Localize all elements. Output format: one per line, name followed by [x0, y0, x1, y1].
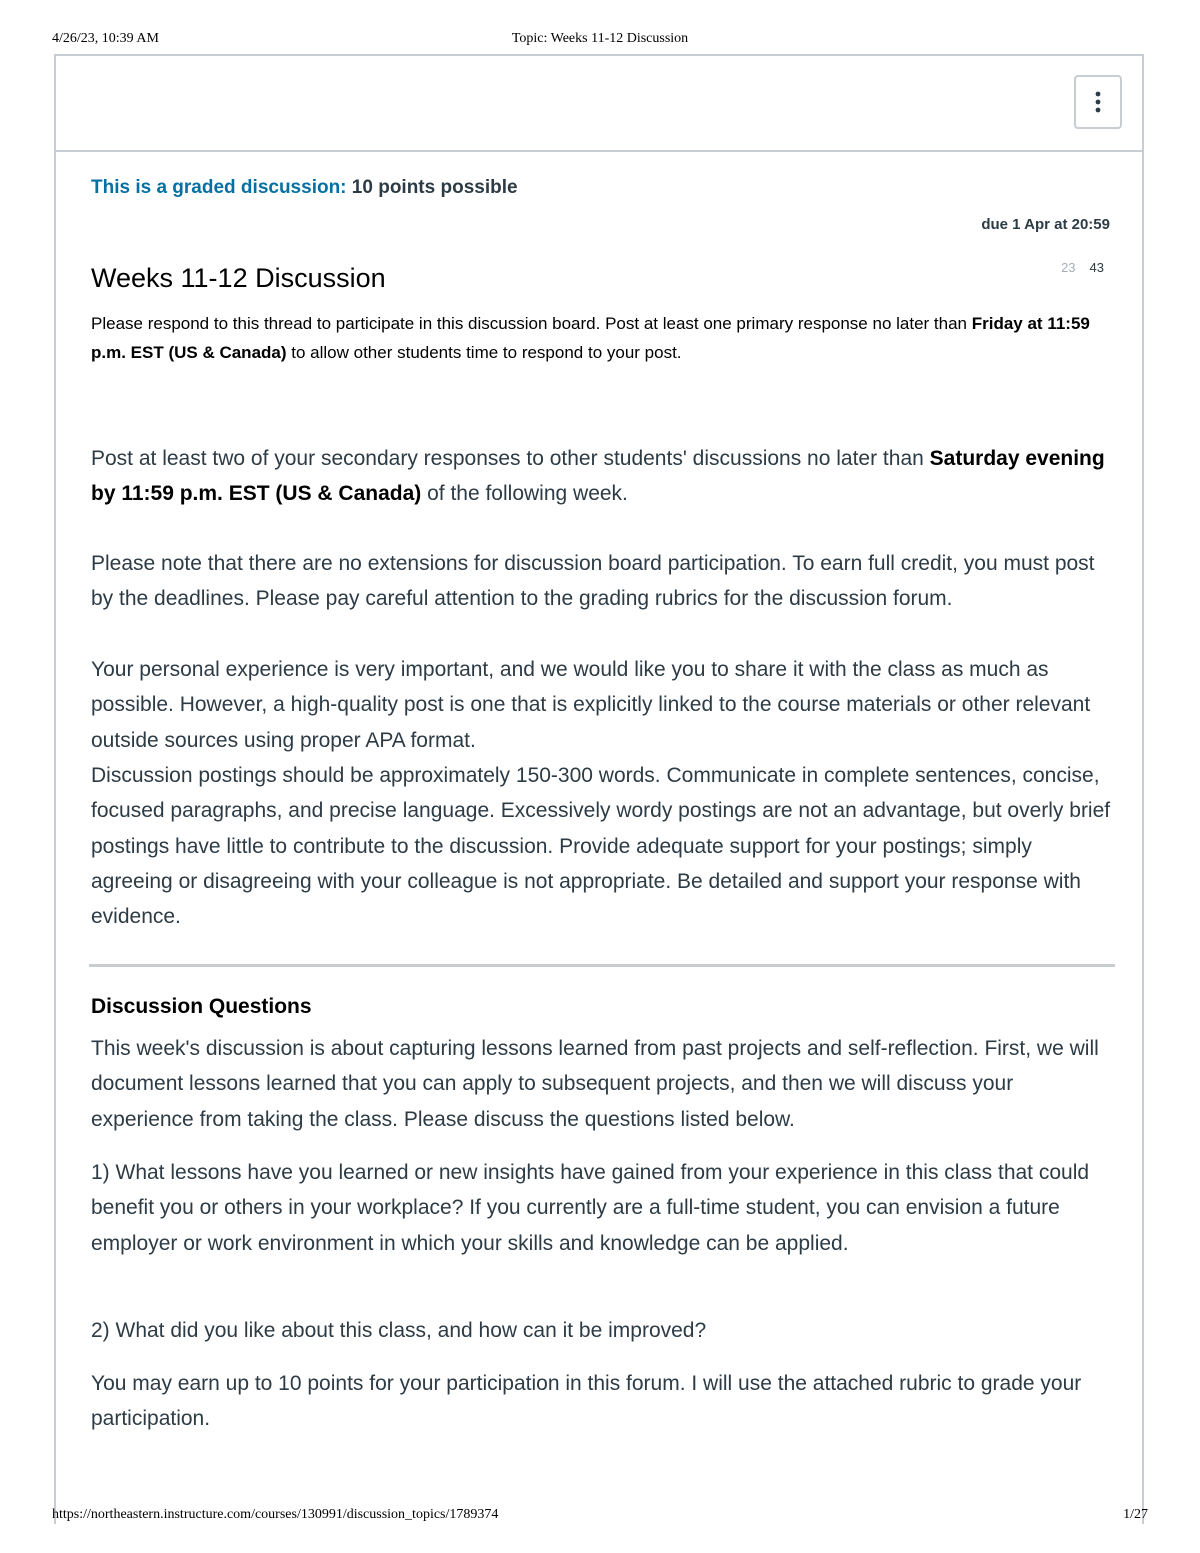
- unread-count: 23: [1061, 260, 1076, 275]
- graded-banner: [91, 177, 518, 199]
- reply-counts: [1061, 260, 1104, 275]
- discussion-title: Weeks 11-12 Discussion: [91, 263, 386, 293]
- discussion-toolbar: [56, 56, 1142, 152]
- discussion-panel: [54, 54, 1144, 1524]
- questions-heading: Discussion Questions: [91, 995, 312, 1018]
- section-divider: [89, 964, 1115, 967]
- secondary-text-end: of the following week.: [421, 482, 628, 506]
- secondary-paragraph: [91, 441, 1116, 512]
- points-possible: 10 points possible: [351, 177, 518, 198]
- intro-deadline: Friday at 11:59 p.m. EST (US & Canada): [91, 314, 1090, 362]
- secondary-text: Post at least two of your secondary responses to other students' discussions no later than: [91, 447, 930, 470]
- secondary-deadline: Saturday evening by 11:59 p.m. EST (US & Canada): [91, 447, 1105, 506]
- reply-count: 43: [1089, 260, 1104, 275]
- extensions-note: Please note that there are no extensions for discussion board participation. To earn full credit, you must post by the deadlines. Please pay careful attention to the grading rubrics for the discussion forum.: [91, 552, 1095, 611]
- question-2: 2) What did you like about this class, and how can it be improved?: [91, 1319, 707, 1342]
- kebab-vertical-icon: [1095, 91, 1101, 113]
- questions-intro: This week's discussion is about capturing lessons learned from past projects and self-reflection. First, we will document lessons learned that you can apply to subsequent projects, and then we will discuss your experience from taking the class. Please discuss the questions listed below.: [91, 1037, 1099, 1131]
- print-date: 4/26/23, 10:39 AM: [52, 31, 159, 46]
- print-url: https://northeastern.instructure.com/courses/130991/discussion_topics/1789374: [52, 1507, 499, 1522]
- question-1: 1) What lessons have you learned or new insights have gained from your experience in this class that could benefit you or others in your workplace? If you currently are a full-time student, you can envision a future employer or work environment in which your skills and knowledge can be applied.: [91, 1161, 1090, 1255]
- intro-text-end: to allow other students time to respond to your post.: [286, 343, 682, 362]
- print-title: Topic: Weeks 11-12 Discussion: [511, 31, 689, 46]
- due-date: due 1 Apr at 20:59: [981, 216, 1110, 233]
- personal-experience-paragraph: Your personal experience is very important, and we would like you to share it with the class as much as possible. However, a high-quality post is one that is explicitly linked to the course materials or other relevant outside sources using proper APA format.: [91, 658, 1091, 752]
- points-note: You may earn up to 10 points for your participation in this forum. I will use the attached rubric to grade your participation.: [91, 1372, 1082, 1431]
- print-page-number: 1/27: [1123, 1507, 1148, 1522]
- options-menu-button[interactable]: [1074, 75, 1122, 129]
- intro-text: Please respond to this thread to participate in this discussion board. Post at least one primary response no later than: [91, 314, 972, 333]
- intro-paragraph: [91, 309, 1101, 367]
- graded-label: This is a graded discussion:: [91, 177, 347, 198]
- word-count-paragraph: Discussion postings should be approximately 150-300 words. Communicate in complete sentences, concise, focused paragraphs, and precise language. Excessively wordy postings are not an advantage, but overly brief postings have little to contribute to the discussion. Provide adequate support for your postings; simply agreeing or disagreeing with your colleague is not appropriate. Be detailed and support your response with evidence.: [91, 764, 1111, 929]
